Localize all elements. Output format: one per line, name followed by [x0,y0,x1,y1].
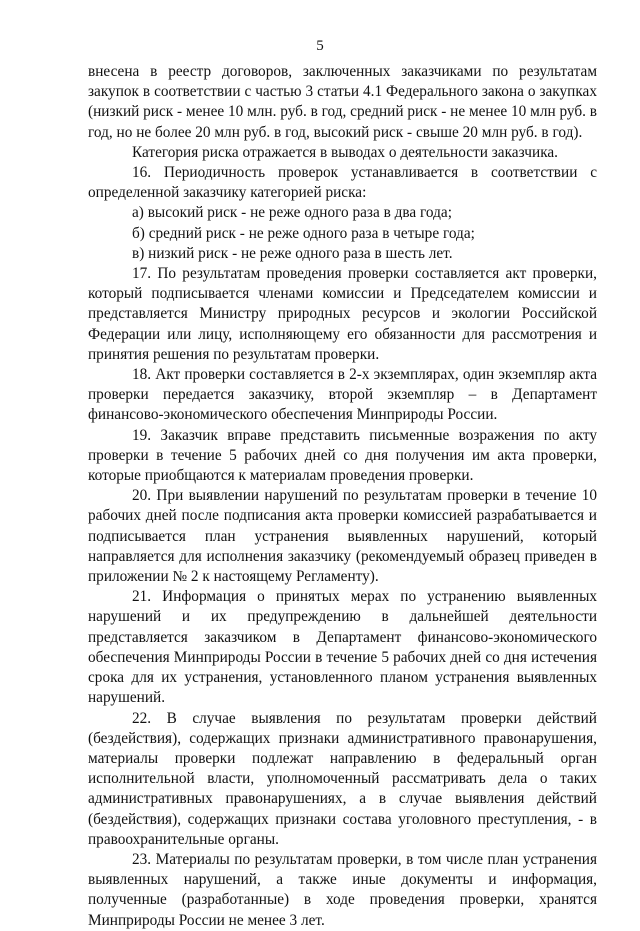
paragraph-risk-category: Категория риска отражается в выводах о деятельности заказчика. [132,143,559,161]
paragraph-continuation: внесена в реестр договоров, заключенных заказчиками по результатам закупок в соответствии с частью 3 статьи 4.1 Федерального закона о закупках (низкий риск - менее 10 млн. руб. в год, средний риск - не менее 10 млн руб. в год, но не более 20 млн руб. в год, высокий риск - свыше 20 млн руб. в год). [88,63,598,141]
page-number: 5 [316,38,324,54]
list-item-c: в) низкий риск - не реже одного раза в шесть лет. [132,244,453,262]
list-item-a: а) высокий риск - не реже одного раза в два года; [132,204,452,222]
body-text [88,62,597,931]
paragraph-21: 21. Информация о принятых мерах по устранению выявленных нарушений и их предупреждению в дальнейшей деятельности представляется заказчиком в Департамент финансово-экономического обеспечения Минприроды России в течение 5 рабочих дней со дня истечения срока для их устранения, установленного планом устранения выявленных нарушений. [88,588,597,707]
paragraph-22: 22. В случае выявления по результатам проверки действий (бездействия), содержащих признаки административного правонарушения, материалы проверки подлежат направлению в федеральный орган исполнительной власти, уполномоченный рассматривать дела о таких административных правонарушениях, а в случае выявления действий (бездействия), содержащих признаки состава уголовного преступления, - в правоохранительные органы. [88,709,597,848]
paragraph-23: 23. Материалы по результатам проверки, в том числе план устранения выявленных нарушений, а также иные документы и информация, полученные (разработанные) в ходе проведения проверки, хранятся Минприроды России не менее 3 лет. [88,850,597,929]
paragraph-19: 19. Заказчик вправе представить письменные возражения по акту проверки в течение 5 рабочих дней со дня получения им акта проверки, которые приобщаются к материалам проведения проверки. [88,426,597,485]
paragraph-17: 17. По результатам проведения проверки составляется акт проверки, который подписывается членами комиссии и Председателем комиссии и представляется Министру природных ресурсов и экологии Российской Федерации или лицу, исполняющему его обязанности для рассмотрения и принятия решения по результатам проверки. [88,265,597,363]
paragraph-18: 18. Акт проверки составляется в 2-х экземплярах, один экземпляр акта проверки передается заказчику, второй экземпляр – в Департамент финансово-экономического обеспечения Минприроды России. [88,366,597,424]
paragraph-16: 16. Периодичность проверок устанавливается в соответствии с определенной заказчику категорией риска: [88,164,597,202]
paragraph-20: 20. При выявлении нарушений по результатам проверки в течение 10 рабочих дней после подписания акта проверки комиссией разрабатывается и подписывается план устранения выявленных нарушений, который направляется для исполнения заказчику (рекомендуемый образец приведен в приложении № 2 к настоящему Регламенту). [88,487,597,586]
list-item-b: б) средний риск - не реже одного раза в четыре года; [132,224,475,242]
